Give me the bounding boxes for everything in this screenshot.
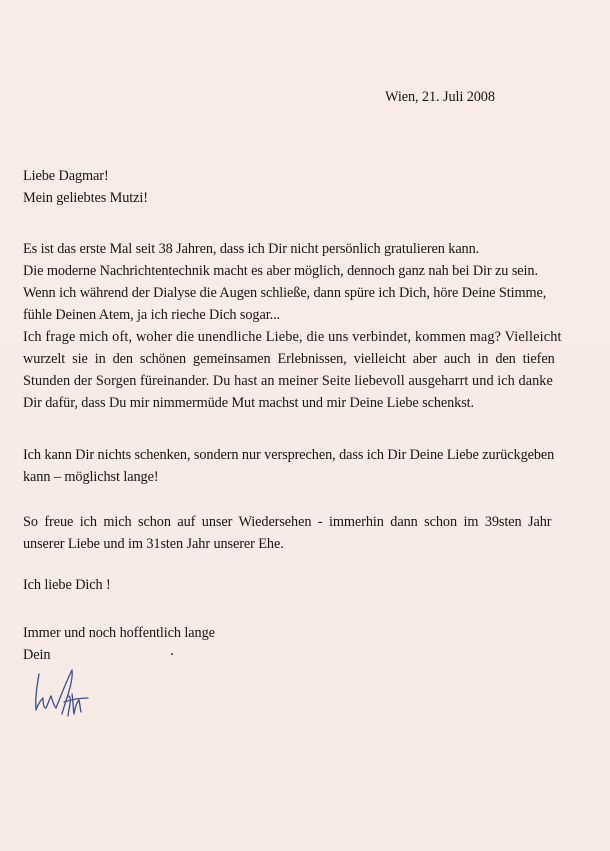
body-line: Ich frage mich oft, woher die unendliche Liebe, die uns verbindet, kommen mag? Vielleicht <box>23 329 562 345</box>
closing-line-2: Dein <box>23 647 51 663</box>
closing-love: Ich liebe Dich ! <box>23 577 111 593</box>
body-line: So freue ich mich schon auf unser Wiedersehen - immerhin dann schon im 39sten Jahr <box>23 514 552 530</box>
body-line: unserer Liebe und im 31sten Jahr unserer Ehe. <box>23 536 284 552</box>
body-line: kann – möglichst lange! <box>23 469 159 485</box>
body-line: Wenn ich während der Dialyse die Augen schließe, dann spüre ich Dich, höre Deine Stimme, <box>23 285 547 301</box>
letter-date: Wien, 21. Juli 2008 <box>385 89 495 105</box>
closing-line-1: Immer und noch hoffentlich lange <box>23 625 215 641</box>
body-line: Dir dafür, dass Du mir nimmermüde Mut machst und mir Deine Liebe schenkst. <box>23 395 475 411</box>
body-line: fühle Deinen Atem, ja ich rieche Dich sogar... <box>23 307 281 323</box>
ink-speck <box>171 653 173 655</box>
body-line: Die moderne Nachrichtentechnik macht es aber möglich, dennoch ganz nah bei Dir zu sein. <box>23 263 538 279</box>
signature-icon <box>30 668 100 728</box>
body-line: Es ist das erste Mal seit 38 Jahren, dass ich Dir nicht persönlich gratulieren kann. <box>23 241 480 257</box>
body-line: Stunden der Sorgen füreinander. Du hast an meiner Seite liebevoll ausgeharrt und ich danke <box>23 373 553 389</box>
body-line: Ich kann Dir nichts schenken, sondern nur versprechen, dass ich Dir Deine Liebe zurückgeben <box>23 447 555 463</box>
salutation-line-2: Mein geliebtes Mutzi! <box>23 190 148 206</box>
salutation-line-1: Liebe Dagmar! <box>23 168 109 184</box>
body-line: wurzelt sie in den schönen gemeinsamen Erlebnissen, vielleicht aber auch in den tiefen <box>23 351 555 367</box>
